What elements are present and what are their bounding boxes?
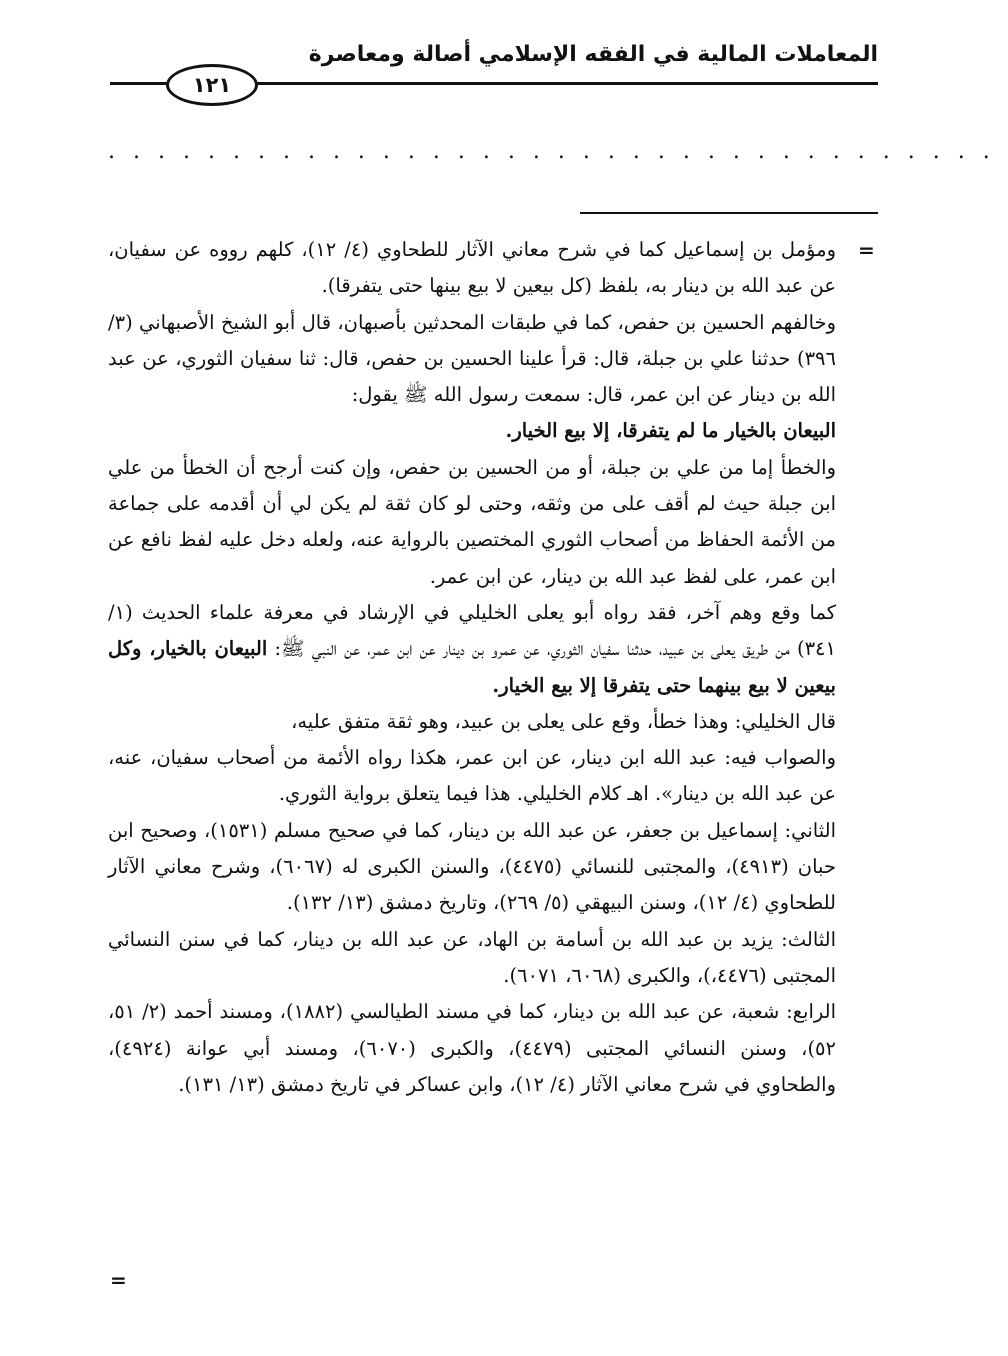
- footnote-paragraph: والصواب فيه: عبد الله ابن دينار، عن ابن عمر، هكذا رواه الأئمة من أصحاب سفيان، عنه، عن عبد الله بن دينار». اهـ كلام الخليلي. هذا فيما يتعلق برواية الثوري.: [108, 746, 836, 806]
- page-number: ١٢١: [166, 64, 258, 106]
- footnote-paragraph: وخالفهم الحسين بن حفص، كما في طبقات المحدثين بأصبهان، قال أبو الشيخ الأصبهاني (٣/ ٣٩٦) حدثنا علي بن جبلة، قال: قرأ علينا الحسين بن حفص، قال: ثنا سفيان الثوري، عن عبد الله بن دينار عن ابن عمر، قال: سمعت رسول الله ﷺ يقول: البيعان بالخيار ما لم يتفرقا، إلا بيع الخيار.: [108, 310, 836, 443]
- footnote-paragraph: قال الخليلي: وهذا خطأ، وقع على يعلى بن عبيد، وهو ثقة متفق عليه،: [291, 709, 836, 733]
- footnote-paragraph: الثاني: إسماعيل بن جعفر، عن عبد الله بن دينار، كما في صحيح مسلم (١٥٣١)، وصحيح ابن حبان (٤٩١٣)، والمجتبى للنسائي (٤٤٧٥)، والسنن الكبرى له (٦٠٦٧)، وشرح معاني الآثار للطحاوي (٤/ ١٢)، وسنن البيهقي (٥/ ٢٦٩)، وتاريخ دمشق (١٣/ ١٣٢).: [108, 818, 836, 915]
- footnote-paragraph: كما وقع وهم آخر، فقد رواه أبو يعلى الخليلي في الإرشاد في معرفة علماء الحديث (١/ ٣٤١) من طريق يعلى بن عبيد، حدثنا سفيان الثوري، عن عمرو بن دينار عن ابن عمر، عن النبي ﷺ: البيعان بالخيار، وكل بيعين لا بيع بينهما حتى يتفرقا إلا بيع الخيار.: [108, 600, 836, 697]
- footnote-paragraph: ومؤمل بن إسماعيل كما في شرح معاني الآثار للطحاوي (٤/ ١٢)، كلهم رووه عن سفيان، عن عبد الله بن دينار به، بلفظ (كل بيعين لا بيع بينها حتى يتفرقا).: [108, 238, 836, 298]
- footnote-paragraph: والخطأ إما من علي بن جبلة، أو من الحسين بن حفص، وإن كنت أرجح أن الخطأ من علي ابن جبلة حيث لم أقف على من وثقه، وحتى لو كان ثقة لم يكن لي أن أقدمه على جماعة من الأئمة الحفاظ من أصحاب الثوري المختصين بالرواية عنه، ولعله دخل عليه لفظ نافع عن ابن عمر، على لفظ عبد الله بن دينار، عن ابن عمر.: [108, 455, 836, 588]
- footnote-continuation-mark-bottom: =: [110, 1268, 127, 1292]
- footnote-paragraph: الثالث: يزيد بن عبد الله بن أسامة بن الهاد، عن عبد الله بن دينار، كما في سنن النسائي المجتبى (٤٤٧٦،)، والكبرى (٦٠٦٨، ٦٠٧١).: [108, 927, 836, 987]
- running-header-title: المعاملات المالية في الفقه الإسلامي أصالة ومعاصرة: [308, 42, 878, 67]
- footnote-rule: [580, 212, 878, 214]
- dotted-separator: ....................................: [108, 139, 1008, 164]
- footnote-continuation-mark-top: =: [858, 238, 875, 262]
- hadith-text-bold: البيعان بالخيار ما لم يتفرقا، إلا بيع الخيار.: [505, 419, 836, 443]
- footnote-body: [108, 232, 836, 1103]
- hadith-text-bold: البيعان بالخيار، وكل بيعين لا بيع بينهما حتى يتفرقا إلا بيع الخيار.: [108, 637, 836, 697]
- footnote-paragraph: الرابع: شعبة، عن عبد الله بن دينار، كما في مسند الطيالسي (١٨٨٢)، ومسند أحمد (٢/ ٥١، ٥٢)، وسنن النسائي المجتبى (٤٤٧٩)، والكبرى (٦٠٧٠)، ومسند أبي عوانة (٤٩٢٤)، والطحاوي في شرح معاني الآثار (٤/ ١٢)، وابن عساكر في تاريخ دمشق (١٣/ ١٣١).: [108, 1000, 836, 1096]
